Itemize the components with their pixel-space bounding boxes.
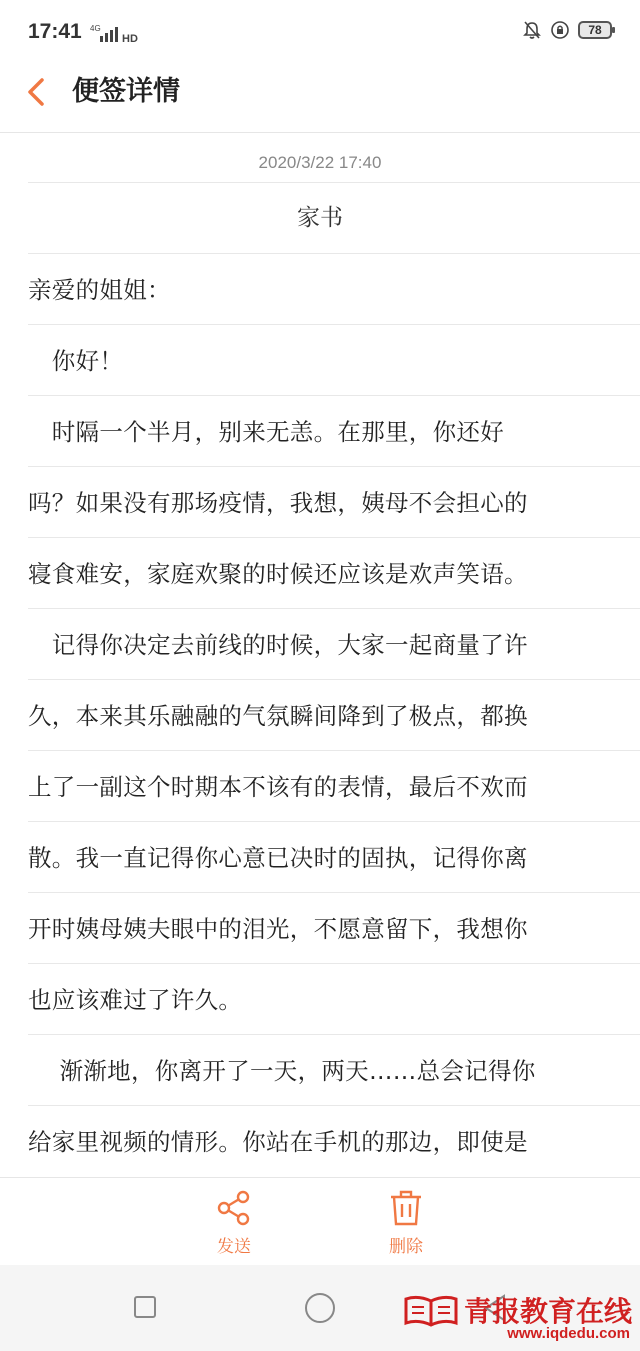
divider xyxy=(28,182,640,183)
recent-apps-button[interactable] xyxy=(134,1296,156,1318)
note-line: 开时姨母姨夫眼中的泪光，不愿意留下，我想你 xyxy=(28,915,528,943)
watermark-logo xyxy=(402,1290,632,1330)
divider xyxy=(28,466,640,467)
delete-label: 删除 xyxy=(389,1237,423,1257)
note-line: 久，本来其乐融融的气氛瞬间降到了极点，都换 xyxy=(28,702,528,730)
status-bar xyxy=(0,0,640,64)
action-bar xyxy=(0,1177,640,1266)
divider xyxy=(28,963,640,964)
note-title: 家书 xyxy=(297,205,343,231)
note-line: 记得你决定去前线的时候，大家一起商量了许 xyxy=(28,631,528,659)
signal-icon xyxy=(90,22,140,44)
divider xyxy=(28,679,640,680)
send-label: 发送 xyxy=(217,1237,251,1257)
divider xyxy=(28,253,640,254)
note-line: 你好！ xyxy=(28,347,124,375)
note-line: 时隔一个半月，别来无恙。在那里，你还好 xyxy=(28,418,504,446)
watermark-name: 青报教育在线 xyxy=(463,1295,632,1328)
header xyxy=(0,64,640,133)
note-line: 给家里视频的情形。你站在手机的那边，即使是 xyxy=(28,1128,528,1156)
divider xyxy=(28,608,640,609)
send-button[interactable] xyxy=(194,1188,274,1257)
note-line: 也应该难过了许久。 xyxy=(28,986,243,1014)
divider xyxy=(28,537,640,538)
hd-label: HD xyxy=(122,33,138,44)
note-line: 渐渐地，你离开了一天，两天……总会记得你 xyxy=(28,1057,536,1085)
note-line: 亲爱的姐姐： xyxy=(28,276,171,304)
divider xyxy=(28,395,640,396)
note-line: 散。我一直记得你心意已决时的固执，记得你离 xyxy=(28,844,528,872)
divider xyxy=(28,892,640,893)
book-logo-icon xyxy=(402,1293,460,1327)
share-icon xyxy=(214,1188,254,1228)
delete-button[interactable] xyxy=(366,1188,446,1257)
note-content xyxy=(0,133,640,1177)
note-line: 吗？如果没有那场疫情，我想，姨母不会担心的 xyxy=(28,489,528,517)
divider xyxy=(28,821,640,822)
home-button[interactable] xyxy=(305,1293,335,1323)
divider xyxy=(28,1105,640,1106)
watermark-url: www.iqdedu.com xyxy=(507,1325,630,1342)
trash-icon xyxy=(386,1188,426,1228)
divider xyxy=(28,1034,640,1035)
note-date: 2020/3/22 17:40 xyxy=(258,153,382,172)
divider xyxy=(28,324,640,325)
bell-muted-icon xyxy=(522,20,542,40)
divider xyxy=(28,750,640,751)
note-line: 上了一副这个时期本不该有的表情，最后不欢而 xyxy=(28,773,528,801)
network-label: 4G xyxy=(90,24,101,33)
note-line: 寝食难安，家庭欢聚的时候还应该是欢声笑语。 xyxy=(28,560,528,588)
page-title: 便签详情 xyxy=(72,76,180,107)
rotation-lock-icon xyxy=(550,20,570,40)
battery-indicator: 78 xyxy=(578,21,612,39)
status-time: 17:41 xyxy=(28,20,82,43)
chevron-left-icon[interactable] xyxy=(20,72,60,112)
